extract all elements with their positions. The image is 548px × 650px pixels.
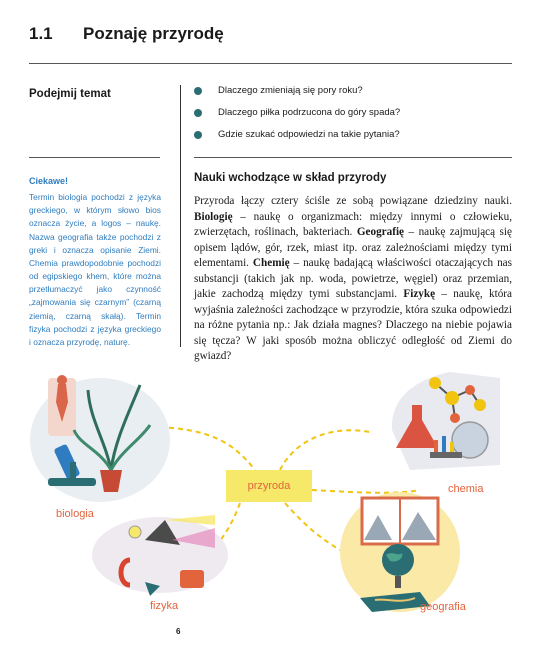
list-item: Dlaczego piłka podrzucona do góry spada? — [194, 106, 400, 128]
label-biology: biologia — [56, 508, 94, 520]
physics-illustration — [92, 515, 228, 596]
section-body: Przyroda łączy cztery ściśle ze sobą powiązane dziedziny nauki. Biologię – naukę o organizmach: między innymi o człowieku, zwierzętach, roślinach, bakteriach. Geografię – naukę zajmującą się opisem lądów, gór, rzek, miast itp. oraz zależnościami między tymi elementami. Chemię – naukę badającą właściwości otaczających nas substancji (takich jak np. woda, powietrze, węgiel) oraz przemian, jakie zachodzą między tymi substancjami. Fizykę – naukę, która wyjaśnia zależności zachodzące w przyrodzie, która szuka odpowiedzi na różne pytania np.: Jak działa magnes? Dlaczego na niebie pojawia się tęcza? W jaki sposób można obliczyć odległość od Ziemi do gwiazd? — [194, 195, 512, 362]
page-number: 6 — [176, 627, 181, 636]
label-geography: geografia — [420, 601, 466, 613]
biology-illustration — [30, 375, 170, 502]
chapter-title: Poznaję przyrodę — [83, 24, 224, 43]
label-physics: fizyka — [150, 600, 179, 612]
term-physics: Fizykę — [403, 288, 436, 300]
section-title: Nauki wchodzące w skład przyrody — [194, 172, 387, 184]
chapter-number: 1.1 — [29, 24, 53, 43]
intro-heading: Podejmij temat — [29, 88, 111, 100]
list-item: Gdzie szukać odpowiedzi na takie pytania? — [194, 128, 400, 150]
geography-illustration — [340, 492, 460, 612]
chemistry-illustration — [392, 372, 500, 470]
sidebar-title: Ciekawe! — [29, 176, 69, 186]
term-biology: Biologię — [194, 210, 233, 223]
sidebar-text: Termin biologia pochodzi z języka greckiego, w którym słowo bios oznacza życie, a logos – naukę. Nazwa geografia także pochodzi z greki i oznacza opisanie Ziemi. Chemia prawdopodobnie pochodzi od egipskiego khem, które można przetłumaczyć jako czynność „zajmowania się czarnym” (czarną ziemią, czarną skałą). Termin fizyka pochodzi z języka greckiego i oznacza przyrodę, naturę. — [29, 192, 161, 347]
term-chemistry: Chemię — [252, 257, 290, 269]
list-item: Dlaczego zmieniają się pory roku? — [194, 84, 400, 106]
label-chemistry: chemia — [448, 483, 484, 495]
term-geography: Geografię — [356, 226, 405, 238]
center-label: przyroda — [247, 480, 291, 492]
